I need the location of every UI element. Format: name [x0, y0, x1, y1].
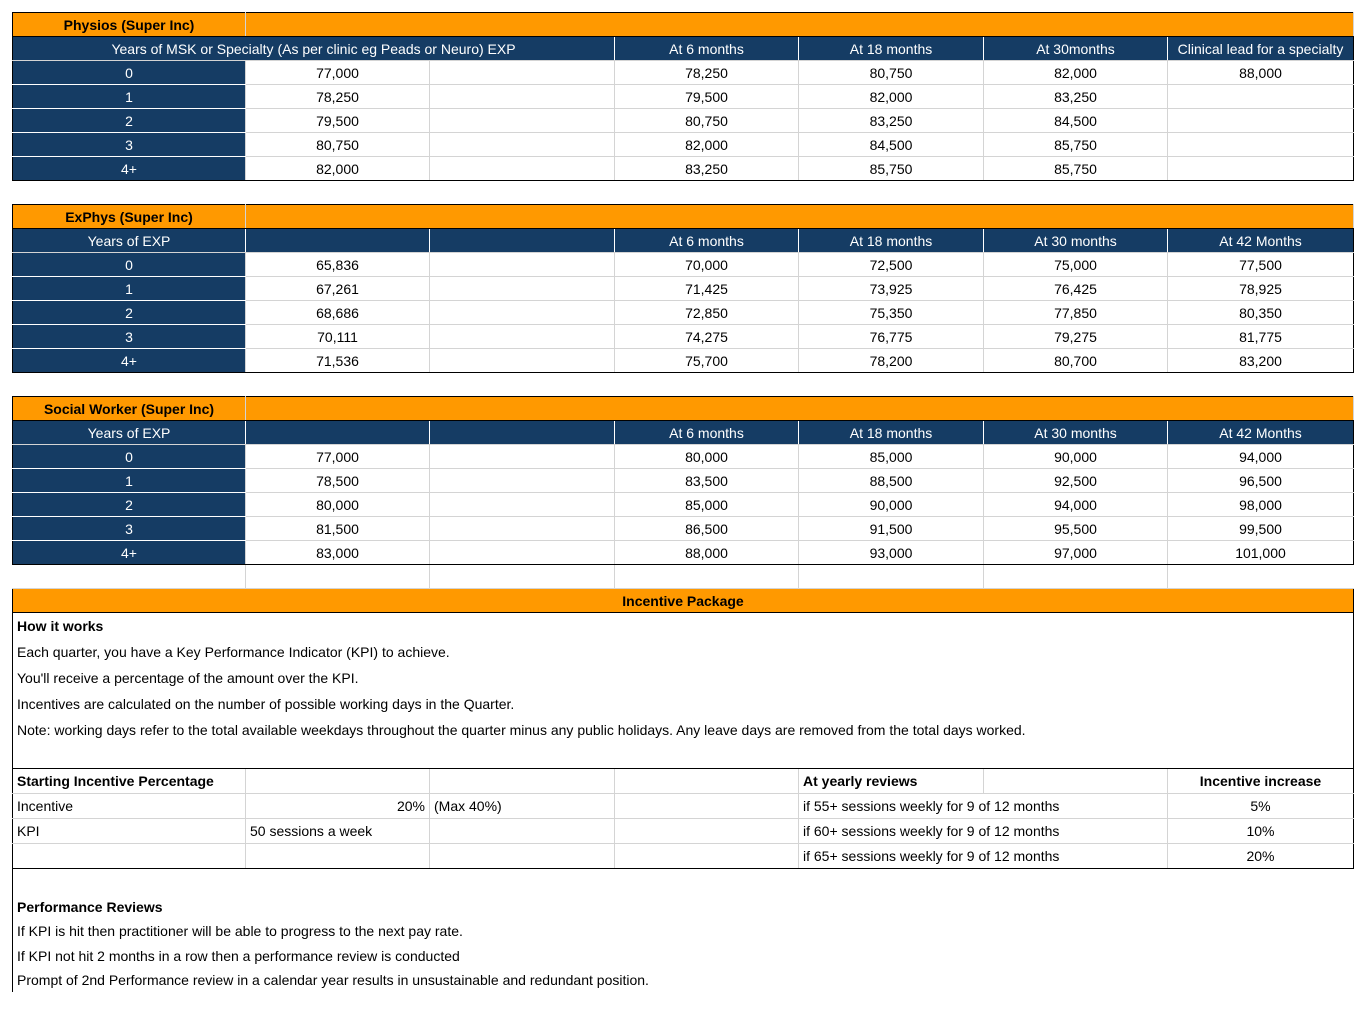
exphys-row [13, 325, 1354, 349]
salary-30m-cell: 83,250 [984, 85, 1168, 109]
exphys-body [13, 253, 1354, 373]
years-cell: 4+ [13, 349, 246, 373]
exphys-col-42m: At 42 Months [1168, 229, 1354, 253]
salary-30m-cell: 85,750 [984, 157, 1168, 181]
how-line-4: Note: working days refer to the total available weekdays throughout the quarter minus any public holidays. Any leave days are removed from the total days worked. [13, 717, 1168, 743]
social-title: Social Worker (Super Inc) [13, 397, 246, 421]
base-salary-cell: 83,000 [246, 541, 430, 565]
exphys-col-18m: At 18 months [799, 229, 984, 253]
salary-last-cell [1168, 133, 1354, 157]
blank-cell [430, 541, 615, 565]
review-increase-1: 5% [1168, 794, 1354, 819]
incentive-value: 20% [246, 794, 430, 819]
physios-header-label: Years of MSK or Specialty (As per clinic eg Peads or Neuro) EXP [13, 37, 615, 61]
how-line-3: Incentives are calculated on the number of possible working days in the Quarter. [13, 691, 1168, 717]
kpi-value: 50 sessions a week [246, 819, 430, 844]
exphys-title-row [13, 205, 1354, 229]
salary-last-cell: 78,925 [1168, 277, 1354, 301]
base-salary-cell: 78,250 [246, 85, 430, 109]
blank-cell [984, 565, 1168, 589]
salary-6m-cell: 83,500 [615, 469, 799, 493]
salary-6m-cell: 80,000 [615, 445, 799, 469]
social-row [13, 493, 1354, 517]
salary-last-cell [1168, 109, 1354, 133]
incentive-title-row [13, 589, 1354, 613]
how-gap-row [13, 743, 1354, 769]
review-row-3 [13, 844, 1354, 869]
salary-30m-cell: 79,275 [984, 325, 1168, 349]
salary-30m-cell: 80,700 [984, 349, 1168, 373]
exphys-row [13, 277, 1354, 301]
physios-row [13, 133, 1354, 157]
pay-scale-sheet [12, 12, 1354, 992]
physios-row [13, 109, 1354, 133]
yearly-heading: At yearly reviews [799, 769, 984, 794]
kpi-label: KPI [13, 819, 246, 844]
exphys-title: ExPhys (Super Inc) [13, 205, 246, 229]
perf-line-row [13, 919, 1354, 944]
blank-cell [430, 277, 615, 301]
blank-cell [430, 445, 615, 469]
salary-18m-cell: 75,350 [799, 301, 984, 325]
salary-30m-cell: 77,850 [984, 301, 1168, 325]
social-header-row [13, 421, 1354, 445]
base-salary-cell: 65,836 [246, 253, 430, 277]
physios-col-18m: At 18 months [799, 37, 984, 61]
salary-30m-cell: 97,000 [984, 541, 1168, 565]
physios-title: Physios (Super Inc) [13, 13, 246, 37]
blank-cell [615, 819, 799, 844]
blank-cell [13, 565, 246, 589]
incentive-row [13, 794, 1354, 819]
years-cell: 2 [13, 493, 246, 517]
perf-heading: Performance Reviews [13, 895, 1354, 919]
header-blank [430, 421, 615, 445]
blank-cell [1168, 613, 1354, 639]
blank-cell [430, 253, 615, 277]
salary-last-cell: 101,000 [1168, 541, 1354, 565]
salary-18m-cell: 85,750 [799, 157, 984, 181]
perf-line-row [13, 944, 1354, 968]
social-row [13, 517, 1354, 541]
salary-18m-cell: 91,500 [799, 517, 984, 541]
physios-col-30m: At 30months [984, 37, 1168, 61]
salary-last-cell [1168, 85, 1354, 109]
blank-cell [1168, 743, 1354, 769]
how-line-row [13, 691, 1354, 717]
blank-cell [430, 844, 615, 869]
salary-30m-cell: 75,000 [984, 253, 1168, 277]
incentive-header-row [13, 769, 1354, 794]
social-row [13, 445, 1354, 469]
perf-gap-row [13, 869, 1354, 895]
salary-18m-cell: 80,750 [799, 61, 984, 85]
blank-cell [13, 743, 1168, 769]
incentive-title: Incentive Package [13, 589, 1354, 613]
salary-18m-cell: 93,000 [799, 541, 984, 565]
blank-cell [430, 301, 615, 325]
salary-30m-cell: 82,000 [984, 61, 1168, 85]
blank-cell [430, 133, 615, 157]
blank-cell [1168, 665, 1354, 691]
review-condition-1: if 55+ sessions weekly for 9 of 12 months [799, 794, 1168, 819]
how-heading: How it works [13, 613, 1168, 639]
how-heading-row [13, 613, 1354, 639]
exphys-col-6m: At 6 months [615, 229, 799, 253]
salary-last-cell: 80,350 [1168, 301, 1354, 325]
salary-18m-cell: 73,925 [799, 277, 984, 301]
base-salary-cell: 80,750 [246, 133, 430, 157]
social-col-6m: At 6 months [615, 421, 799, 445]
incentive-max: (Max 40%) [430, 794, 615, 819]
salary-last-cell: 96,500 [1168, 469, 1354, 493]
social-row [13, 541, 1354, 565]
salary-30m-cell: 84,500 [984, 109, 1168, 133]
base-salary-cell: 79,500 [246, 109, 430, 133]
blank-cell [430, 493, 615, 517]
base-salary-cell: 77,000 [246, 61, 430, 85]
social-row [13, 469, 1354, 493]
spacer [13, 373, 1354, 397]
how-line-1: Each quarter, you have a Key Performance Indicator (KPI) to achieve. [13, 639, 1168, 665]
salary-6m-cell: 71,425 [615, 277, 799, 301]
salary-30m-cell: 76,425 [984, 277, 1168, 301]
blank-cell [430, 61, 615, 85]
salary-6m-cell: 70,000 [615, 253, 799, 277]
salary-18m-cell: 90,000 [799, 493, 984, 517]
social-title-row [13, 397, 1354, 421]
blank-cell [799, 565, 984, 589]
blank-cell [430, 325, 615, 349]
salary-6m-cell: 80,750 [615, 109, 799, 133]
review-condition-2: if 60+ sessions weekly for 9 of 12 months [799, 819, 1168, 844]
blank-cell [615, 794, 799, 819]
years-cell: 1 [13, 469, 246, 493]
orange-band [246, 13, 1354, 37]
increase-heading: Incentive increase [1168, 769, 1354, 794]
salary-6m-cell: 83,250 [615, 157, 799, 181]
social-col-42m: At 42 Months [1168, 421, 1354, 445]
salary-6m-cell: 86,500 [615, 517, 799, 541]
blank-cell [430, 469, 615, 493]
base-salary-cell: 77,000 [246, 445, 430, 469]
years-cell: 3 [13, 517, 246, 541]
blank-cell [430, 85, 615, 109]
years-cell: 1 [13, 85, 246, 109]
salary-6m-cell: 88,000 [615, 541, 799, 565]
header-blank [430, 229, 615, 253]
review-increase-3: 20% [1168, 844, 1354, 869]
base-salary-cell: 82,000 [246, 157, 430, 181]
incentive-label: Incentive [13, 794, 246, 819]
physios-header-row [13, 37, 1354, 61]
salary-18m-cell: 83,250 [799, 109, 984, 133]
salary-last-cell: 94,000 [1168, 445, 1354, 469]
base-salary-cell: 67,261 [246, 277, 430, 301]
salary-last-cell: 98,000 [1168, 493, 1354, 517]
physios-col-6m: At 6 months [615, 37, 799, 61]
blank-cell [246, 565, 430, 589]
blank-cell [1168, 565, 1354, 589]
blank-cell [13, 869, 1354, 895]
social-header-label: Years of EXP [13, 421, 246, 445]
spacer [13, 181, 1354, 205]
review-increase-2: 10% [1168, 819, 1354, 844]
blank-grid-row [13, 565, 1354, 589]
physios-body [13, 61, 1354, 181]
header-blank [246, 421, 430, 445]
social-body [13, 445, 1354, 565]
physios-row [13, 157, 1354, 181]
blank-cell [246, 769, 430, 794]
blank-cell [615, 565, 799, 589]
salary-last-cell: 77,500 [1168, 253, 1354, 277]
exphys-row [13, 301, 1354, 325]
kpi-row [13, 819, 1354, 844]
salary-last-cell: 81,775 [1168, 325, 1354, 349]
base-salary-cell: 70,111 [246, 325, 430, 349]
base-salary-cell: 68,686 [246, 301, 430, 325]
base-salary-cell: 81,500 [246, 517, 430, 541]
years-cell: 3 [13, 133, 246, 157]
how-line-row [13, 665, 1354, 691]
blank-cell [430, 769, 615, 794]
years-cell: 0 [13, 253, 246, 277]
blank-cell [430, 565, 615, 589]
years-cell: 0 [13, 61, 246, 85]
spreadsheet [12, 12, 1353, 992]
blank-cell [615, 844, 799, 869]
how-line-row [13, 639, 1354, 665]
perf-line-2: If KPI not hit 2 months in a row then a performance review is conducted [13, 944, 1354, 968]
orange-band [246, 205, 1354, 229]
salary-6m-cell: 74,275 [615, 325, 799, 349]
social-col-30m: At 30 months [984, 421, 1168, 445]
exphys-col-30m: At 30 months [984, 229, 1168, 253]
blank-cell [430, 157, 615, 181]
blank-cell [1168, 717, 1354, 743]
salary-6m-cell: 78,250 [615, 61, 799, 85]
base-salary-cell: 78,500 [246, 469, 430, 493]
physios-col-lead: Clinical lead for a specialty [1168, 37, 1354, 61]
exphys-row [13, 349, 1354, 373]
salary-30m-cell: 95,500 [984, 517, 1168, 541]
blank-cell [615, 769, 799, 794]
salary-18m-cell: 82,000 [799, 85, 984, 109]
salary-last-cell: 99,500 [1168, 517, 1354, 541]
exphys-row [13, 253, 1354, 277]
blank-cell [246, 844, 430, 869]
years-cell: 4+ [13, 541, 246, 565]
years-cell: 2 [13, 301, 246, 325]
physios-row [13, 61, 1354, 85]
blank-cell [430, 349, 615, 373]
salary-6m-cell: 85,000 [615, 493, 799, 517]
physios-title-row [13, 13, 1354, 37]
years-cell: 4+ [13, 157, 246, 181]
perf-line-3: Prompt of 2nd Performance review in a calendar year results in unsustainable and redundant position. [13, 968, 1354, 992]
base-salary-cell: 71,536 [246, 349, 430, 373]
physios-row [13, 85, 1354, 109]
how-line-row [13, 717, 1354, 743]
salary-30m-cell: 85,750 [984, 133, 1168, 157]
salary-18m-cell: 85,000 [799, 445, 984, 469]
years-cell: 1 [13, 277, 246, 301]
years-cell: 3 [13, 325, 246, 349]
exphys-header-label: Years of EXP [13, 229, 246, 253]
salary-18m-cell: 78,200 [799, 349, 984, 373]
salary-18m-cell: 76,775 [799, 325, 984, 349]
salary-6m-cell: 72,850 [615, 301, 799, 325]
salary-last-cell [1168, 157, 1354, 181]
salary-18m-cell: 72,500 [799, 253, 984, 277]
exphys-header-row [13, 229, 1354, 253]
header-blank [246, 229, 430, 253]
social-col-18m: At 18 months [799, 421, 984, 445]
perf-line-1: If KPI is hit then practitioner will be able to progress to the next pay rate. [13, 919, 1354, 944]
salary-30m-cell: 92,500 [984, 469, 1168, 493]
salary-30m-cell: 90,000 [984, 445, 1168, 469]
blank-cell [984, 769, 1168, 794]
orange-band [246, 397, 1354, 421]
salary-6m-cell: 75,700 [615, 349, 799, 373]
years-cell: 2 [13, 109, 246, 133]
perf-heading-row [13, 895, 1354, 919]
blank-cell [430, 819, 615, 844]
how-line-2: You'll receive a percentage of the amount over the KPI. [13, 665, 1168, 691]
salary-18m-cell: 84,500 [799, 133, 984, 157]
salary-18m-cell: 88,500 [799, 469, 984, 493]
blank-cell [1168, 691, 1354, 717]
salary-30m-cell: 94,000 [984, 493, 1168, 517]
review-condition-3: if 65+ sessions weekly for 9 of 12 months [799, 844, 1168, 869]
years-cell: 0 [13, 445, 246, 469]
perf-line-row [13, 968, 1354, 992]
base-salary-cell: 80,000 [246, 493, 430, 517]
blank-cell [1168, 639, 1354, 665]
blank-cell [430, 517, 615, 541]
blank-cell [430, 109, 615, 133]
blank-cell [13, 844, 246, 869]
salary-last-cell: 83,200 [1168, 349, 1354, 373]
salary-last-cell: 88,000 [1168, 61, 1354, 85]
starting-heading: Starting Incentive Percentage [13, 769, 246, 794]
salary-6m-cell: 79,500 [615, 85, 799, 109]
salary-6m-cell: 82,000 [615, 133, 799, 157]
